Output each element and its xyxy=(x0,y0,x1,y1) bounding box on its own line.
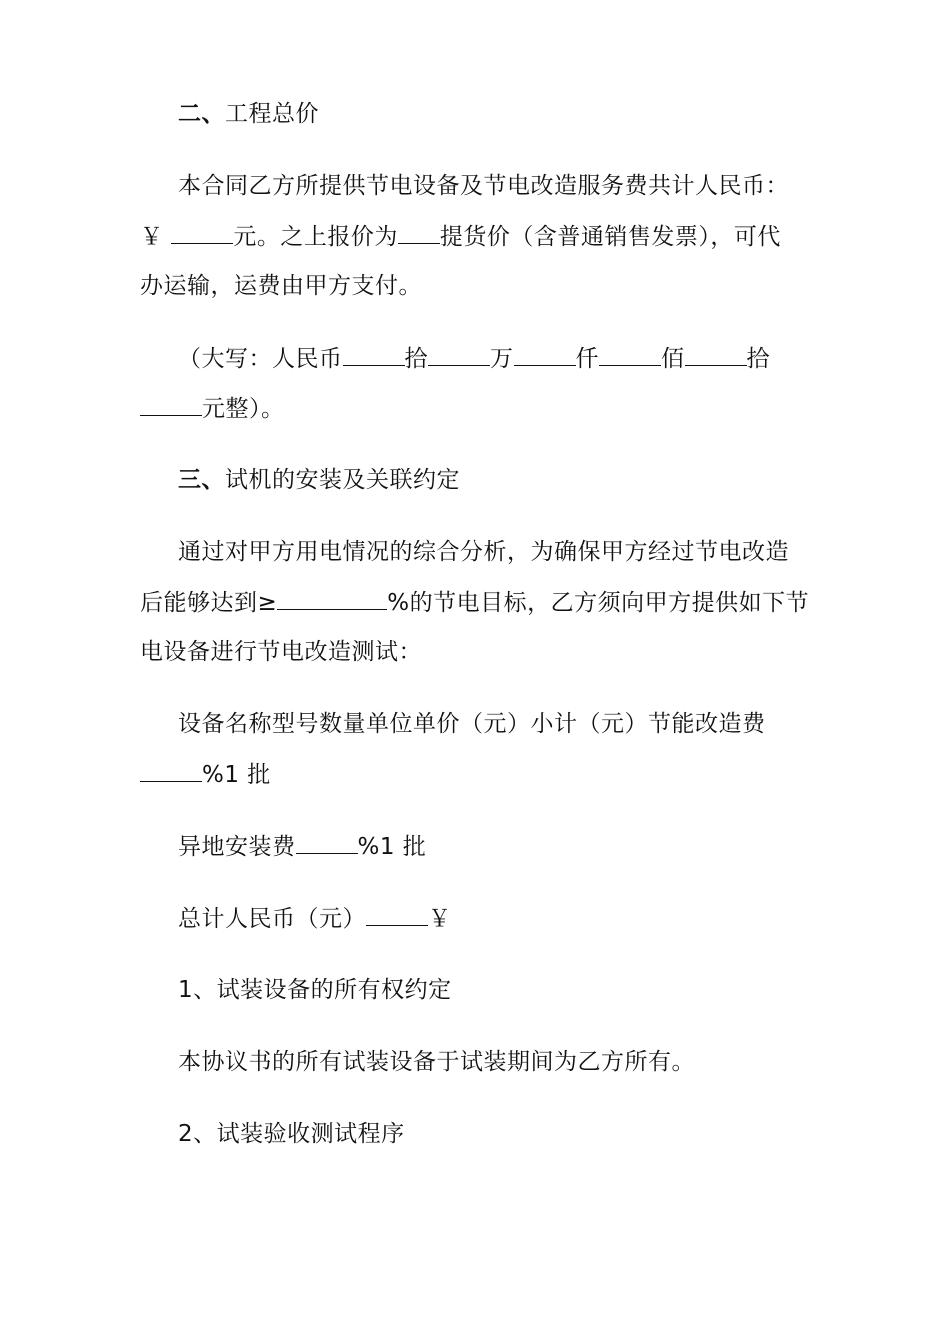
currency-symbol: ￥ xyxy=(140,224,164,250)
paragraph-line xyxy=(140,221,781,252)
text-run: 元。之上报价为 xyxy=(233,224,398,250)
text-run: 总计人民币（元） xyxy=(178,906,366,932)
item-heading-1: 1、试装设备的所有权约定 xyxy=(178,977,452,1003)
blank-field xyxy=(366,903,428,926)
section-number: 二、 xyxy=(178,101,225,127)
blank-field xyxy=(514,343,576,366)
blank-field xyxy=(685,343,747,366)
text-run: %的节电目标，乙方须向甲方提供如下节 xyxy=(387,590,810,616)
blank-field xyxy=(140,393,202,416)
blank-field xyxy=(296,831,358,854)
paragraph-line xyxy=(178,343,770,374)
unit-label: 拾 xyxy=(404,346,428,372)
paragraph-line: 通过对甲方用电情况的综合分析，为确保甲方经过节电改造 xyxy=(178,539,789,565)
equipment-table-header: 设备名称型号数量单位单价（元）小计（元）节能改造费 xyxy=(178,711,766,737)
blank-field xyxy=(599,343,661,366)
section-heading-3 xyxy=(178,465,460,495)
unit-label: 万 xyxy=(490,346,514,372)
paragraph-line: 本合同乙方所提供节电设备及节电改造服务费共计人民币： xyxy=(178,173,789,199)
blank-amount xyxy=(171,221,233,244)
item-heading-2: 2、试装验收测试程序 xyxy=(178,1121,405,1147)
paragraph-line: 本协议书的所有试装设备于试装期间为乙方所有。 xyxy=(178,1049,695,1075)
blank-field xyxy=(343,343,405,366)
blank-percent xyxy=(277,587,387,610)
paragraph-line: 办运输，运费由甲方支付。 xyxy=(140,273,422,299)
text-run: 元整）。 xyxy=(202,396,285,422)
text-run: %1 批 xyxy=(202,762,271,788)
total-line xyxy=(178,903,452,934)
text-run: %1 批 xyxy=(357,834,427,860)
unit-label: 拾 xyxy=(746,346,770,372)
unit-label: 仟 xyxy=(575,346,599,372)
text-run: 提货价（含普通销售发票），可代 xyxy=(439,224,781,250)
text-run: （大写：人民币 xyxy=(178,346,343,372)
blank-field xyxy=(428,343,490,366)
blank-field xyxy=(140,759,202,782)
paragraph-line: 电设备进行节电改造测试： xyxy=(140,639,422,665)
section-title: 工程总价 xyxy=(225,101,319,127)
unit-label: 佰 xyxy=(661,346,685,372)
section-heading-2 xyxy=(178,99,319,129)
section-title: 试机的安装及关联约定 xyxy=(225,467,460,493)
text-run: 异地安装费 xyxy=(178,834,296,860)
paragraph-line xyxy=(140,587,809,618)
currency-symbol: ￥ xyxy=(428,906,452,932)
remote-install-line xyxy=(178,831,426,862)
paragraph-line xyxy=(140,759,271,790)
section-number: 三、 xyxy=(178,467,225,493)
blank-price-type xyxy=(398,221,440,244)
text-run: 后能够达到≥ xyxy=(140,590,278,616)
paragraph-line xyxy=(140,393,285,424)
